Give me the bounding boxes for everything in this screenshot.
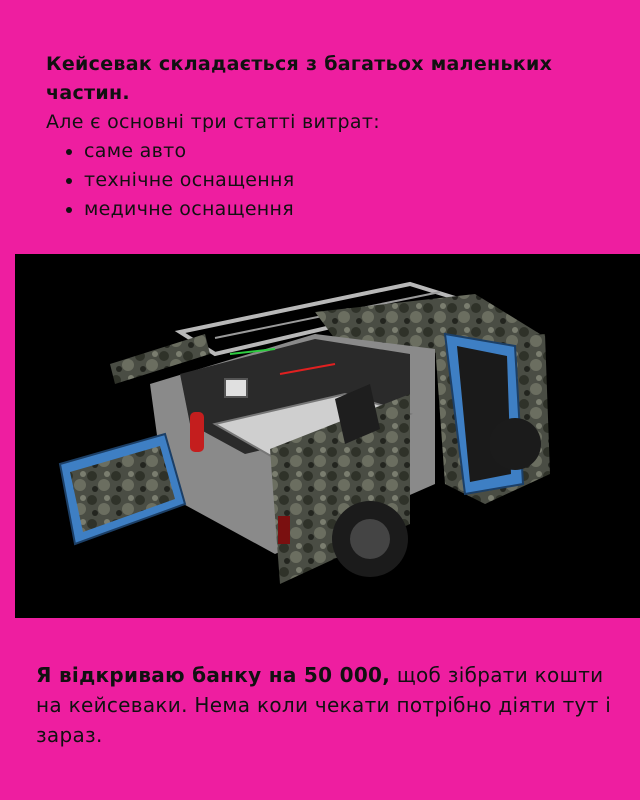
headline: Кейсевак складається з багатьох маленьких частин. bbox=[46, 53, 553, 104]
intro-text bbox=[46, 50, 606, 224]
vehicle-illustration bbox=[15, 254, 640, 618]
list-item: медичне оснащення bbox=[46, 195, 606, 224]
lead-text: Але є основні три статті витрат: bbox=[46, 111, 380, 133]
list-item: саме авто bbox=[46, 137, 606, 166]
call-to-action bbox=[36, 660, 616, 750]
list-item: технічне оснащення bbox=[46, 166, 606, 195]
armored-pickup-cutaway bbox=[15, 254, 640, 618]
footer-text: щоб зібрати кошти на кейсеваки. Нема коли чекати потрібно діяти тут і зараз. bbox=[36, 663, 612, 747]
fundraiser-goal: Я відкриваю банку на 50 000, bbox=[36, 663, 391, 687]
cost-list bbox=[46, 137, 606, 224]
